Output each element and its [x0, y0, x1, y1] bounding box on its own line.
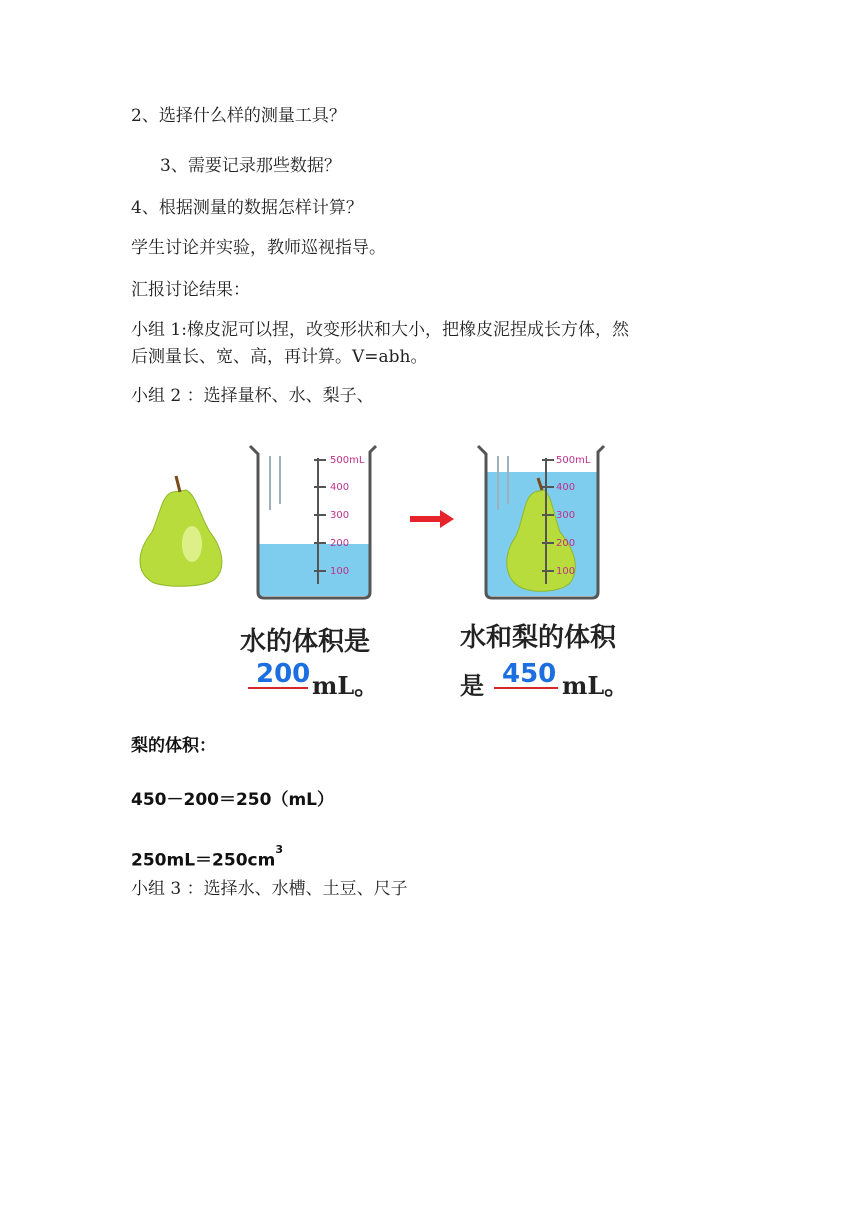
group2-text: 小组 2 ：选择量杯、水、梨子、 [131, 386, 374, 406]
group1-line2: 后测量长、宽、高，再计算。V=abh。 [131, 347, 428, 367]
right-prefix: 是 [460, 672, 484, 700]
left-unit: mL。 [312, 671, 379, 700]
pear-volume-conversion [131, 844, 283, 873]
right-unit: mL。 [562, 671, 629, 700]
right-beaker [478, 446, 604, 598]
pear-image [140, 476, 222, 586]
right-scale-400: 400 [556, 482, 576, 493]
report-heading: 汇报讨论结果： [131, 280, 250, 300]
discussion-text: 学生讨论并实验，教师巡视指导。 [131, 238, 386, 258]
right-caption: 水和梨的体积 [460, 623, 617, 653]
left-beaker [250, 446, 376, 598]
left-scale-100: 100 [330, 566, 350, 577]
group3-text: 小组 3 ：选择水、水槽、土豆、尺子 [131, 879, 408, 899]
conversion-text: 250mL＝250cm [131, 850, 276, 871]
right-scale-100: 100 [556, 566, 576, 577]
left-scale-top: 500mL [330, 455, 365, 466]
question-3: 3、需要记录那些数据？ [160, 156, 341, 176]
pear-volume-calc: 450－200＝250（mL） [131, 790, 335, 810]
right-scale-200: 200 [556, 538, 576, 549]
arrow-icon [410, 510, 454, 528]
left-scale-400: 400 [330, 482, 350, 493]
beaker-figure [130, 432, 650, 702]
left-scale-200: 200 [330, 538, 350, 549]
right-scale-top: 500mL [556, 455, 591, 466]
question-4: 4、根据测量的数据怎样计算？ [131, 198, 363, 218]
left-caption: 水的体积是 [240, 627, 371, 657]
left-water [257, 544, 369, 596]
question-2: 2、选择什么样的测量工具？ [131, 106, 346, 126]
right-scale-300: 300 [556, 510, 576, 521]
conversion-exponent: 3 [275, 843, 283, 856]
right-value: 450 [502, 659, 557, 689]
left-scale-300: 300 [330, 510, 350, 521]
pear-volume-heading: 梨的体积： [131, 736, 216, 756]
group1-line1: 小组 1:橡皮泥可以捏，改变形状和大小，把橡皮泥捏成长方体，然 [131, 320, 629, 340]
left-value: 200 [256, 659, 311, 689]
